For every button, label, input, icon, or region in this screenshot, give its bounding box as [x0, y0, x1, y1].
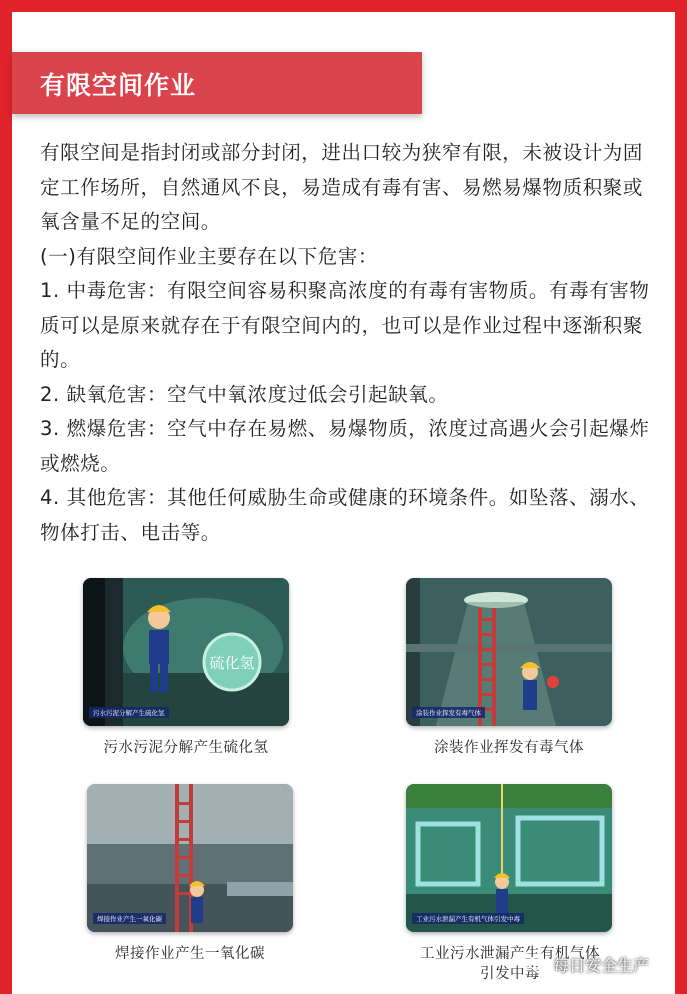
figure-image-coating	[406, 578, 612, 726]
figure-subtitle: 涂装作业挥发有毒气体	[412, 707, 485, 718]
article-body	[40, 136, 660, 550]
paragraph-hazard-4: 4. 其他危害：其他任何威胁生命或健康的环境条件。如坠落、溺水、物体打击、电击等。	[40, 486, 650, 544]
paragraph-hazard-2: 2. 缺氧危害：空气中氧浓度过低会引起缺氧。	[40, 382, 449, 406]
welding-scene-illustration	[87, 784, 293, 932]
figure-image-sewage	[83, 578, 289, 726]
figure-subtitle: 污水污泥分解产生硫化氢	[89, 707, 169, 718]
figure-caption: 工业污水泄漏产生有机气体引发中毒	[420, 946, 600, 982]
section-banner	[12, 52, 422, 114]
figure-subtitle: 焊接作业产生一氧化碳	[93, 913, 166, 924]
figure-image-welding	[87, 784, 293, 932]
figure-caption: 污水污泥分解产生硫化氢	[103, 740, 269, 756]
section-title: 有限空间作业	[40, 71, 197, 100]
article-card	[12, 12, 675, 994]
sewage-scene-illustration	[83, 578, 289, 726]
paragraph-heading: (一)有限空间作业主要存在以下危害：	[40, 244, 379, 268]
watermark-text: 每日安全生产	[552, 956, 649, 975]
figure-caption: 焊接作业产生一氧化碳	[115, 946, 265, 962]
paragraph-hazard-1: 1. 中毒危害：有限空间容易积聚高浓度的有毒有害物质。有毒有害物质可以是原来就存在于有限空间内的，也可以是作业过程中逐渐积聚的。	[40, 279, 650, 371]
sewage-leak-scene-illustration	[406, 784, 612, 932]
coating-scene-illustration	[406, 578, 612, 726]
figure-subtitle: 工业污水泄漏产生有机气体引发中毒	[412, 913, 524, 924]
figure-coating-gas	[406, 578, 612, 758]
figure-image-sewage-leak	[406, 784, 612, 932]
paragraph-intro: 有限空间是指封闭或部分封闭，进出口较为狭窄有限，未被设计为固定工作场所，自然通风不良，易造成有毒有害、易燃易爆物质积聚或氧含量不足的空间。	[40, 141, 644, 233]
figure-hydrogen-sulfide	[83, 578, 289, 758]
figure-carbon-monoxide	[87, 784, 293, 964]
figure-caption: 涂装作业挥发有毒气体	[434, 740, 584, 756]
bubble-label: 硫化氢	[209, 654, 255, 672]
wechat-icon	[527, 954, 549, 976]
paragraph-hazard-3: 3. 燃爆危害：空气中存在易燃、易爆物质，浓度过高遇火会引起爆炸或燃烧。	[40, 417, 650, 475]
watermark	[527, 953, 649, 976]
